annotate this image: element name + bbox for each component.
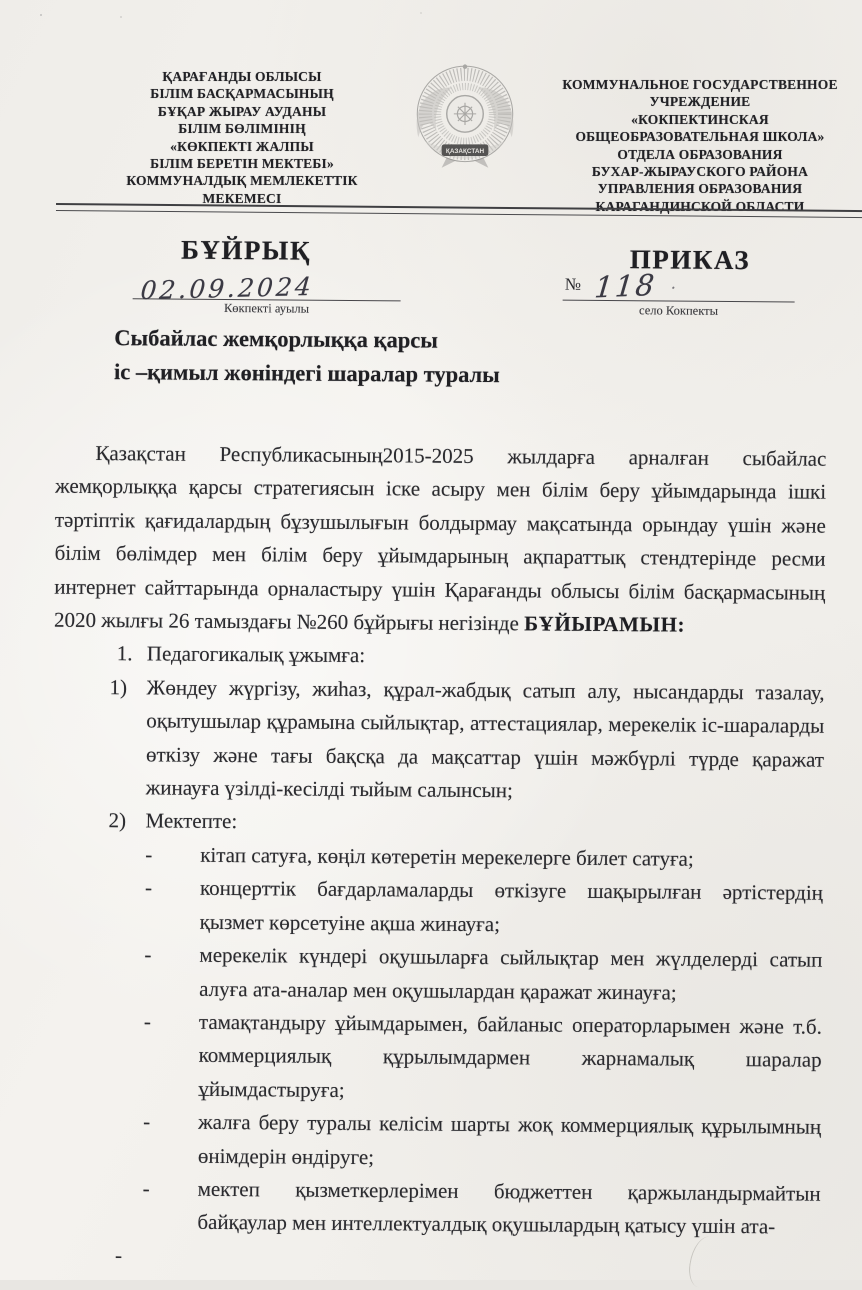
item-text: Педагогикалық ұжымға: [146,641,366,668]
org-line: БІЛІМ БАСҚАРМАСЫНЫҢ [150,86,334,102]
org-line: КОММУНАЛЬНОЕ ГОСУДАРСТВЕННОЕ [562,77,838,92]
org-line: БІЛІМ БӨЛІМІНІҢ [178,121,306,137]
org-line: МЕКЕМЕСІ [202,190,282,206]
dash-item [143,1005,822,1111]
date-writeline [133,260,401,306]
handwritten-order-number: 118 [593,267,658,305]
org-line: КОММУНАЛДЫҚ МЕМЛЕКЕТТІК [126,173,358,189]
numbered-item [109,671,825,810]
dash-marker: - [143,1009,152,1034]
handwritten-date: 02.09.2024 [139,271,316,306]
dash-marker: - [144,875,153,900]
dash-text: тамақтандыру ұйымдарымен, байланыс операторларымен және т.б. коммерциялық құрылымдармен жарнамалық шаралар ұйымдастыруға; [198,1009,823,1102]
org-line: УЧРЕЖДЕНИЕ [649,94,751,110]
order-verb-bold: БҰЙЫРАМЫН: [524,611,686,637]
document-body [49,437,827,1278]
org-line: БІЛІМ БЕРЕТІН МЕКТЕБІ» [150,156,334,172]
numbered-item [108,805,823,844]
emblem-banner-text: ҚАЗАҚСТАН [445,147,485,155]
item-marker: 1. [116,641,133,666]
document-title [114,321,500,392]
dash-item [142,1172,821,1244]
number-writeline [563,262,795,303]
org-line: ОТДЕЛА ОБРАЗОВАНИЯ [617,146,783,162]
org-line: «КОКПЕКТИНСКАЯ [631,111,769,127]
dash-marker: - [145,842,153,867]
dash-marker: - [144,942,152,967]
org-line: УПРАВЛЕНИЯ ОБРАЗОВАНИЯ [597,181,803,197]
org-line: ОБЩЕОБРАЗОВАТЕЛЬНАЯ ШКОЛА» [575,129,825,145]
trailing-dash: - [115,1242,123,1267]
title-line-1: Сыбайлас жемқорлыққа қарсы [114,325,438,353]
org-line: БҰҚАР ЖЫРАУ АУДАНЫ [157,103,327,119]
dash-item [145,838,823,877]
place-caption-kazakh: Көкпекті ауылы [223,300,310,316]
order-heading-russian: ПРИКАЗ [629,244,751,276]
preamble-paragraph [54,437,827,643]
dash-item [144,938,823,1010]
dash-text: кітап сатуға, көңіл көтеретін мерекелерге билет сатуға; [200,842,694,871]
org-line: КАРАГАНДИНСКОЙ ОБЛАСТИ [595,198,805,214]
dash-text: мектеп қызметкерлерімен бюджеттен қаржыландырмайтын байқаулар мен интеллектуалдық оқушылардың қатысу үшін ата- [197,1176,821,1239]
item-text: Мектепте: [145,808,238,834]
item-marker: 1) [109,674,128,700]
number-sign: № [564,274,582,294]
dash-item [143,1105,822,1177]
dash-item [145,872,824,944]
dash-marker: - [143,1109,151,1134]
place-caption-russian: село Кокпекты [639,303,719,318]
dash-text: мерекелік күндері оқушыларға сыйлықтар мен жүлделерді сатып алуға ата-аналар мен оқушылардан қаражат жинауға; [199,942,823,1005]
dash-marker: - [142,1176,150,1201]
item-marker: 2) [108,808,127,833]
org-line: БУХАР-ЖЫРАУСКОГО РАЙОНА [591,164,809,180]
dash-text: концерттік бағдарламаларды өткізуге шақырылған әртістердің қызмет көрсетуіне ақша жинауға; [199,876,824,936]
org-line: «КӨКПЕКТІ ЖАЛПЫ [170,138,314,154]
item-text: Жөндеу жүргізу, жиһаз, құрал-жабдық сатып алу, нысандарды тазалау, оқытушылар құрамына сыйлықтар, аттестациялар, мерекелік іс-шараларды өткізу және тағы бақсқа да мақсаттар үшін мәжбүрлі түрде қаражат жинауға үзілді-кесілді тыйым салынсын; [145,675,825,803]
order-heading-kazakh: БҰЙРЫҚ [180,234,312,266]
preamble-text: Қазақстан Республикасының2015-2025 жылдарға арналған сыбайлас жемқорлыққа қарсы стратегиясын іске асыру мен білім беру ұйымдарында ішкі тәртіптік қағидалардың бұзушылығын болдырмау мақсатында орындау үшін және білім бөлімдер мен білім беру ұйымдарының ақпараттық стендтерінде ресми интернет сайттарында орналастыру үшін Қарағанды облысы білім басқармасының 2020 жылғы 26 тамыздағы №260 бұйрығы негізінде [54,440,827,636]
title-line-2: іс –қимыл жөніндегі шаралар туралы [113,359,500,388]
org-line: ҚАРАҒАНДЫ ОБЛЫСЫ [162,69,322,84]
numbered-item [117,638,825,677]
dash-text: жалға беру туралы келісім шарты жоқ коммерциялық құрылымның өнімдерін өндіруге; [197,1109,822,1169]
handwritten-dot: . [670,273,676,293]
